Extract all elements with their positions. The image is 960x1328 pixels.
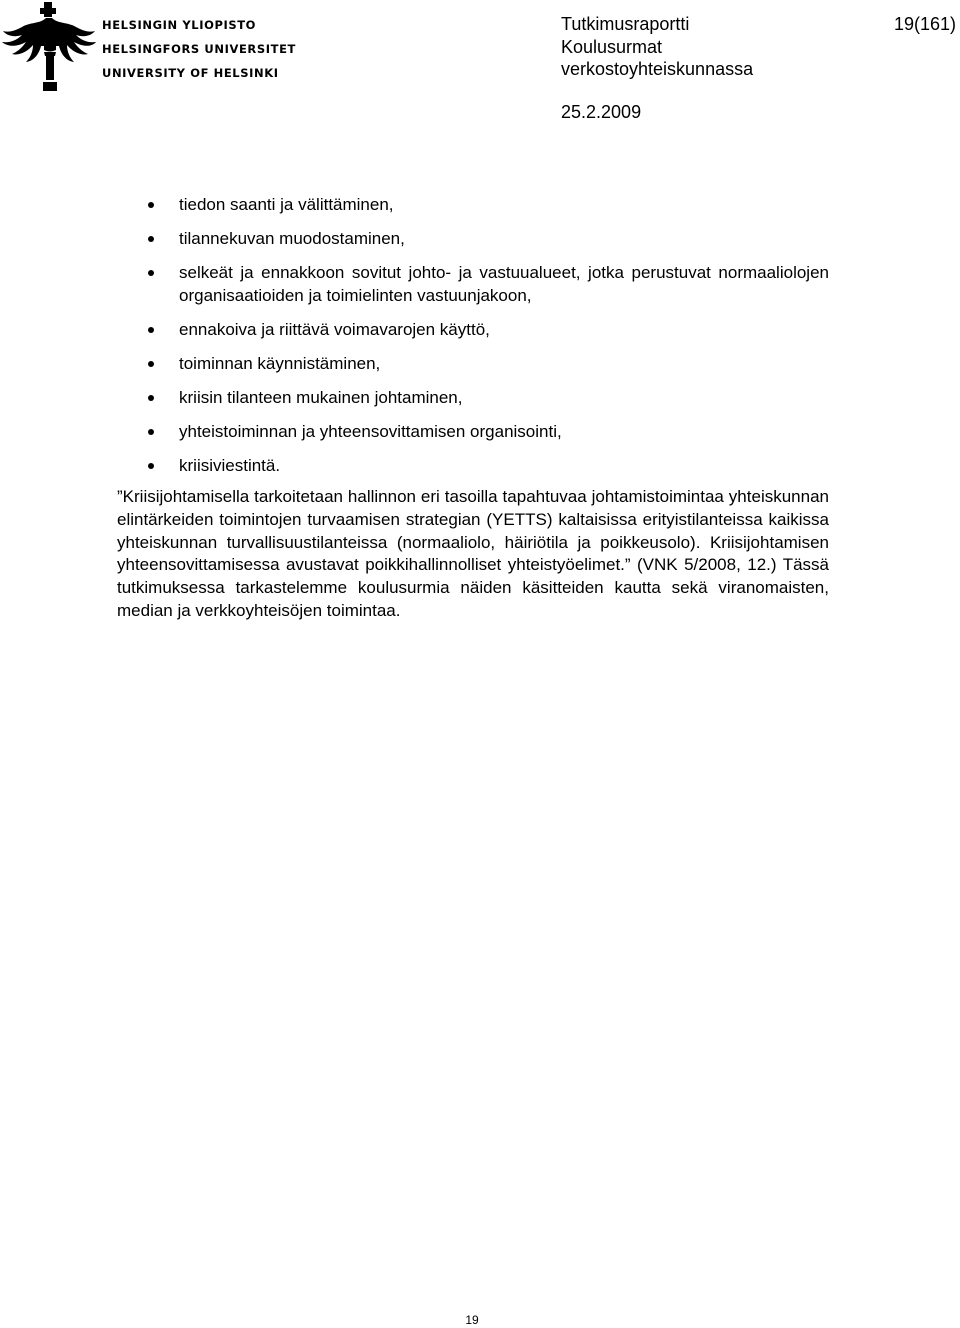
university-name-swedish: HELSINGFORS UNIVERSITET — [102, 42, 296, 56]
list-item — [117, 386, 829, 409]
bullet-icon — [148, 270, 154, 276]
page-number: 19 — [465, 1313, 479, 1327]
list-item — [117, 352, 829, 375]
list-item-text: ennakoiva ja riittävä voimavarojen käyttö, — [179, 320, 490, 339]
bullet-icon — [148, 327, 154, 333]
list-item-text: yhteistoiminnan ja yhteensovittamisen organisointi, — [179, 422, 562, 441]
list-item — [117, 227, 829, 250]
bullet-icon — [148, 429, 154, 435]
bullet-icon — [148, 236, 154, 242]
bullet-icon — [148, 395, 154, 401]
report-header — [561, 13, 753, 81]
list-item-text: toiminnan käynnistäminen, — [179, 354, 381, 373]
university-name-finnish: HELSINGIN YLIOPISTO — [102, 18, 257, 32]
report-title: Koulusurmat — [561, 36, 663, 57]
page-counter: 19(161) — [893, 14, 956, 34]
list-item — [117, 261, 829, 307]
list-item-text: kriisiviestintä. — [179, 456, 281, 475]
list-item — [117, 318, 829, 341]
list-item — [117, 454, 829, 477]
bullet-icon — [148, 463, 154, 469]
bullet-icon — [148, 202, 154, 208]
body-paragraph: ”Kriisijohtamisella tarkoitetaan hallinnon eri tasoilla tapahtuvaa johtamistoimintaa yhteiskunnan elintärkeiden toimintojen turvaamisen strategian (YETTS) kaltaisissa erityistilanteissa kaikissa yhteiskunnan turvallisuustilanteissa (normaaliolo, häiriötila ja poikkeusolo). Kriisijohtamisen yhteensovittamisessa avustavat poikkihallinnolliset yhteistyöelimet.” (VNK 5/2008, 12.) Tässä tutkimuksessa tarkastelemme koulusurmia näiden käsitteiden kautta sekä viranomaisten, median ja verkkoyhteisöjen toimintaa. — [117, 487, 829, 620]
list-item-text: tilannekuvan muodostaminen, — [179, 229, 405, 248]
list-item — [117, 193, 829, 216]
flame-torch-logo-icon — [0, 0, 98, 95]
university-name — [102, 13, 296, 85]
university-logo — [0, 0, 296, 95]
university-name-english: UNIVERSITY OF HELSINKI — [102, 66, 279, 80]
list-item — [117, 420, 829, 443]
list-item-text: kriisin tilanteen mukainen johtaminen, — [179, 388, 463, 407]
report-type: Tutkimusraportti — [561, 14, 690, 34]
report-date: 25.2.2009 — [561, 102, 642, 122]
report-subtitle: verkostoyhteiskunnassa — [561, 59, 754, 79]
bullet-list — [117, 193, 829, 477]
list-item-text: tiedon saanti ja välittäminen, — [179, 195, 394, 214]
list-item-text: selkeät ja ennakkoon sovitut johto- ja vastuualueet, jotka perustuvat normaaliolojen organisaatioiden ja toimielinten vastuunjakoon, — [179, 263, 829, 305]
bullet-icon — [148, 361, 154, 367]
